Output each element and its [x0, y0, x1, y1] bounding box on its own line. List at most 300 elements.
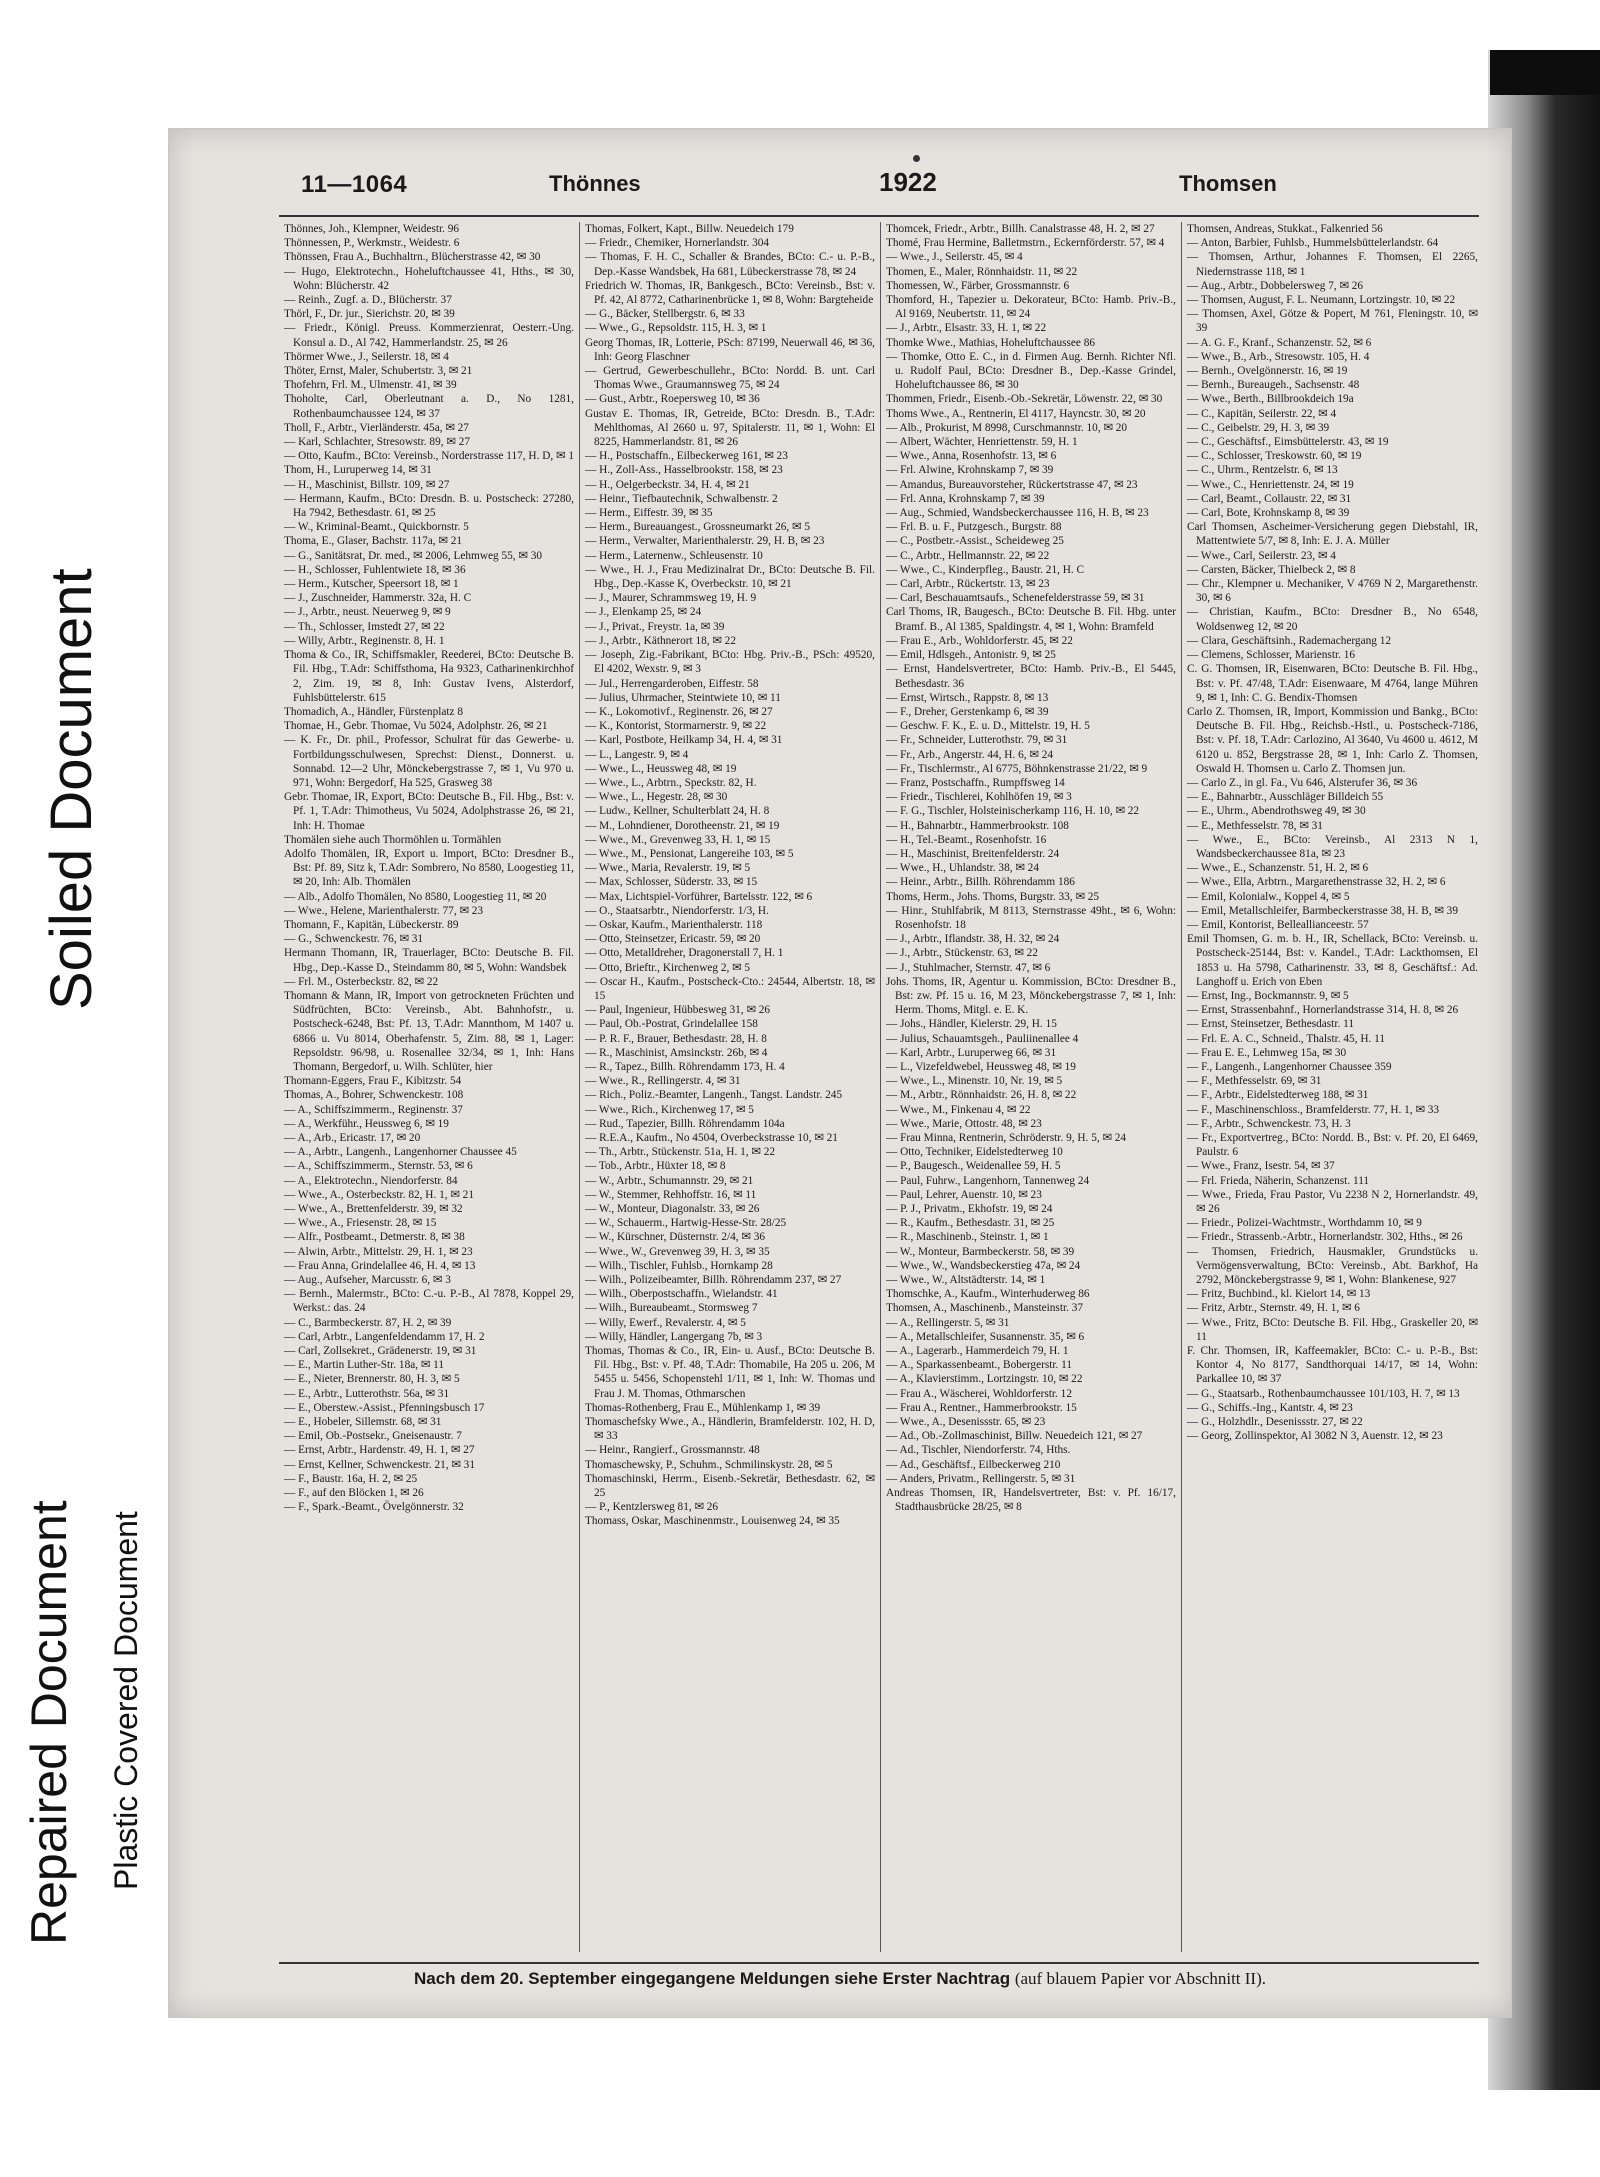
- directory-entry: — Geschw. F. K., E. u. D., Mittelstr. 19, H. 5: [886, 720, 1090, 733]
- header-first-name: Thönnes: [549, 171, 641, 196]
- directory-entry: — Wwe., L., Heussweg 48, ✉ 19: [585, 762, 737, 775]
- directory-entry: — Hermann, Kaufm., BCto: Dresdn. B. u. Postscheck: 27280, Ha 7942, Bethesdastr. 61, ✉ 25: [284, 492, 574, 520]
- directory-entry: — Wwe., L., Hegestr. 28, ✉ 30: [585, 791, 728, 804]
- directory-entry: Thomcek, Friedr., Arbtr., Billh. Canalstrasse 48, H. 2, ✉ 27: [886, 223, 1155, 235]
- directory-entry: — L., Vizefeldwebel, Heussweg 48, ✉ 19: [886, 1060, 1076, 1073]
- directory-entry: — Georg, Zollinspektor, Al 3082 N 3, Auenstr. 12, ✉ 23: [1187, 1430, 1443, 1443]
- page-number: 11—1064: [301, 171, 408, 198]
- directory-entry: — Ernst, Steinsetzer, Bethesdastr. 11: [1187, 1018, 1354, 1031]
- directory-entry: Thomford, H., Tapezier u. Dekorateur, BCto: Hamb. Priv.-B., Al 9169, Neubertstr. 11, ✉ 24: [886, 294, 1176, 321]
- directory-entry: — Bernh., Bureaugeh., Sachsenstr. 48: [1187, 379, 1360, 392]
- directory-entry: — Frl. M., Osterbeckstr. 82, ✉ 22: [284, 975, 439, 988]
- directory-entry: — C., Schlosser, Treskowstr. 60, ✉ 19: [1187, 450, 1362, 463]
- directory-entry: — P. R. F., Brauer, Bethesdastr. 28, H. 8: [585, 1032, 767, 1045]
- directory-entry: Carl Thoms, IR, Baugesch., BCto: Deutsche B. Fil. Hbg. unter Bramf. B., Al 1385, Spaldingstr. 4, ✉ 1, Wohn: Bramfeld: [886, 606, 1176, 633]
- directory-entry: — Wwe., C., Kinderpfleg., Baustr. 21, H. C: [886, 563, 1085, 576]
- entry-columns: [279, 222, 1484, 1952]
- directory-entry: — A., Lagerarb., Hammerdeich 79, H. 1: [886, 1345, 1069, 1358]
- directory-entry: — Friedr., Königl. Preuss. Kommerzienrat, Oesterr.-Ung. Konsul a. D., Al 742, Hammerlandstr. 25, ✉ 26: [284, 322, 574, 349]
- directory-entry: — Joseph, Zig.-Fabrikant, BCto: Hbg. Priv.-B., PSch: 49520, El 4202, Wexstr. 9, ✉ 3: [585, 649, 875, 676]
- directory-entry: — J., Arbtr., Käthnerort 18, ✉ 22: [585, 634, 736, 647]
- directory-entry: Thomsen, A., Maschinenb., Mansteinstr. 37: [886, 1302, 1084, 1315]
- directory-entry: — Wwe., Anna, Rosenhofstr. 13, ✉ 6: [886, 450, 1057, 463]
- directory-entry: — Gust., Arbtr., Roepersweg 10, ✉ 36: [585, 393, 760, 406]
- directory-entry: — A., Arbtr., Langenh., Langenhorner Chaussee 45: [284, 1146, 517, 1159]
- directory-entry: Thoma, E., Glaser, Bachstr. 117a, ✉ 21: [284, 535, 463, 548]
- directory-entry: — C., Uhrm., Rentzelstr. 6, ✉ 13: [1187, 464, 1338, 477]
- directory-entry: — Wwe., Frieda, Frau Pastor, Vu 2238 N 2, Hornerlandstr. 49, ✉ 26: [1187, 1188, 1478, 1216]
- directory-entry: — A., Arb., Ericastr. 17, ✉ 20: [284, 1132, 421, 1144]
- directory-entry: — H., Maschinist, Breitenfelderstr. 24: [886, 847, 1060, 860]
- directory-entry: — J., Arbtr., Stückenstr. 63, ✉ 22: [886, 947, 1038, 960]
- directory-entry: — F. G., Tischler, Holsteinischerkamp 116, H. 10, ✉ 22: [886, 805, 1140, 818]
- directory-entry: — Franz, Postschaffn., Rumpffsweg 14: [886, 776, 1065, 789]
- directory-entry: — F., Baustr. 16a, H. 2, ✉ 25: [284, 1472, 418, 1485]
- directory-entry: — J., Privat., Freystr. 1a, ✉ 39: [585, 620, 725, 633]
- directory-entry: — Frau E., Arb., Wohldorferstr. 45, ✉ 22: [886, 634, 1073, 647]
- directory-entry: Thönnessen, P., Werkmstr., Weidestr. 6: [284, 237, 460, 250]
- directory-entry: — E., Oberstew.-Assist., Pfenningsbusch 17: [284, 1401, 485, 1414]
- directory-entry: — Wwe., Carl, Seilerstr. 23, ✉ 4: [1187, 549, 1336, 562]
- directory-entry: — J., Arbtr., neust. Neuerweg 9, ✉ 9: [284, 606, 451, 619]
- directory-entry: — K., Lokomotivf., Reginenstr. 26, ✉ 27: [585, 705, 773, 718]
- directory-entry: Thönssen, Frau A., Buchhaltrn., Blücherstrasse 42, ✉ 30: [284, 251, 541, 264]
- directory-entry: Hermann Thomann, IR, Trauerlager, BCto: Deutsche B. Fil. Hbg., Dep.-Kasse D., Steindamm 80, ✉ 5, Wohn: Wandsbek: [284, 947, 574, 974]
- directory-entry: Thofehrn, Frl. M., Ulmenstr. 41, ✉ 39: [284, 379, 457, 392]
- directory-entry: — Wwe., Helene, Marienthalerstr. 77, ✉ 23: [284, 904, 484, 917]
- directory-entry: — Paul, Lehrer, Auenstr. 10, ✉ 23: [886, 1188, 1042, 1201]
- page-footer: [169, 1969, 1511, 1989]
- directory-entry: — Carl, Arbtr., Rückertstr. 13, ✉ 23: [886, 578, 1050, 591]
- directory-entry: — W., Arbtr., Schumannstr. 29, ✉ 21: [585, 1174, 754, 1187]
- directory-entry: Georg Thomas, IR, Lotterie, PSch: 87199, Neuerwall 46, ✉ 36, Inh: Georg Flaschner: [585, 336, 875, 363]
- directory-entry: — Jul., Herrengarderoben, Eiffestr. 58: [585, 677, 759, 690]
- directory-entry: — W., Monteur, Diagonalstr. 33, ✉ 26: [585, 1203, 760, 1216]
- directory-entry: — Wilh., Bureaubeamt., Stormsweg 7: [585, 1302, 758, 1315]
- directory-entry: — Wwe., W., Wandsbeckerstieg 47a, ✉ 24: [886, 1259, 1081, 1272]
- directory-entry: — Fr., Tischlermstr., Al 6775, Böhnkenstrasse 21/22, ✉ 9: [886, 762, 1148, 775]
- directory-entry: — Karl, Schlachter, Stresowstr. 89, ✉ 27: [284, 436, 470, 449]
- directory-entry: — R., Maschinenb., Steinstr. 1, ✉ 1: [886, 1231, 1049, 1244]
- directory-entry: — Emil, Kontorist, Belleallianceestr. 57: [1187, 918, 1369, 931]
- directory-entry: — W., Monteur, Barmbeckerstr. 58, ✉ 39: [886, 1245, 1075, 1258]
- directory-entry: — Ludw., Kellner, Schulterblatt 24, H. 8: [585, 805, 770, 818]
- directory-entry: — Wwe., R., Rellingerstr. 4, ✉ 31: [585, 1075, 741, 1088]
- directory-entry: — Herm., Verwalter, Marienthalerstr. 29, H. B, ✉ 23: [585, 535, 825, 548]
- directory-entry: — Ernst, Ing., Bockmannstr. 9, ✉ 5: [1187, 989, 1349, 1002]
- directory-entry: — A., Klavierstimm., Lortzingstr. 10, ✉ 22: [886, 1373, 1083, 1386]
- directory-entry: Thoholte, Carl, Oberleutnant a. D., No 1281, Rothenbaumchaussee 124, ✉ 37: [284, 393, 574, 420]
- directory-entry: — Ad., Ob.-Zollmaschinist, Billw. Neuedeich 121, ✉ 27: [886, 1430, 1143, 1443]
- directory-entry: — Wwe., A., Osterbeckstr. 82, H. 1, ✉ 21: [284, 1188, 474, 1201]
- directory-entry: Thomaschewsky, P., Schuhm., Schmilinskystr. 28, ✉ 5: [585, 1458, 833, 1471]
- directory-entry: — J., Arbtr., Elsastr. 33, H. 1, ✉ 22: [886, 322, 1047, 335]
- directory-entry: Thomaschefsky Wwe., A., Händlerin, Bramfelderstr. 102, H. D, ✉ 33: [585, 1416, 875, 1443]
- directory-entry: — Ad., Tischler, Niendorferstr. 74, Hths.: [886, 1444, 1071, 1457]
- directory-entry: — H., Oelgerbeckstr. 34, H. 4, ✉ 21: [585, 478, 750, 491]
- directory-entry: — Alb., Prokurist, M 8998, Curschmannstr. 10, ✉ 20: [886, 421, 1128, 434]
- directory-entry: — Ernst, Wirtsch., Rappstr. 8, ✉ 13: [886, 691, 1049, 704]
- directory-entry: — Herm., Eiffestr. 39, ✉ 35: [585, 507, 713, 520]
- directory-entry: — Ernst, Handelsvertreter, BCto: Hamb. Priv.-B., El 5445, Bethesdastr. 36: [886, 663, 1176, 690]
- directory-entry: — C., Kapitän, Seilerstr. 22, ✉ 4: [1187, 407, 1337, 420]
- directory-entry: Thomé, Frau Hermine, Balletmstrn., Eckernförderstr. 57, ✉ 4: [886, 237, 1165, 250]
- directory-entry: — Carl, Beschauamtsaufs., Schenefelderstrasse 59, ✉ 31: [886, 592, 1145, 605]
- directory-entry: — Tob., Arbtr., Hüxter 18, ✉ 8: [585, 1160, 726, 1173]
- directory-entry: — Th., Arbtr., Stückenstr. 51a, H. 1, ✉ 22: [585, 1146, 775, 1159]
- directory-entry: — Heinr., Arbtr., Billh. Röhrendamm 186: [886, 876, 1075, 889]
- directory-entry: — Julius, Uhrmacher, Steintwiete 10, ✉ 11: [585, 691, 781, 704]
- directory-entry: — Otto, Steinsetzer, Ericastr. 59, ✉ 20: [585, 933, 761, 946]
- directory-entry: — Wilh., Oberpostschaffn., Wielandstr. 41: [585, 1288, 778, 1301]
- directory-entry: — H., Schlosser, Fuhlentwiete 18, ✉ 36: [284, 563, 466, 576]
- directory-entry: — Thomsen, Friedrich, Hausmakler, Grundstücks u. Vermögensverwaltung, BCto: Vereinsb., Abt. Barkhof, Ha 2792, Mönckebergstrasse 9, ✉ 1, Wohn: Blankenese, 927: [1187, 1245, 1478, 1287]
- directory-entry: — Th., Schlosser, Imstedt 27, ✉ 22: [284, 620, 445, 633]
- directory-entry: — C., Geibelstr. 29, H. 3, ✉ 39: [1187, 421, 1330, 434]
- directory-entry: — Ernst, Arbtr., Hardenstr. 49, H. 1, ✉ 27: [284, 1444, 475, 1457]
- directory-entry: — G., Staatsarb., Rothenbaumchaussee 101/103, H. 7, ✉ 13: [1187, 1387, 1460, 1400]
- directory-entry: — Frau A., Wäscherei, Wohldorferstr. 12: [886, 1387, 1072, 1400]
- directory-entry: — H., Maschinist, Billstr. 109, ✉ 27: [284, 478, 450, 491]
- directory-entry: — C., Barmbeckerstr. 87, H. 2, ✉ 39: [284, 1316, 452, 1329]
- directory-entry: — G., Schiffs.-Ing., Kantstr. 4, ✉ 23: [1187, 1401, 1353, 1414]
- directory-entry: — Frl. Anna, Krohnskamp 7, ✉ 39: [886, 492, 1045, 505]
- directory-entry: — Aug., Arbtr., Dobbelersweg 7, ✉ 26: [1187, 279, 1364, 292]
- directory-entry: — L., Langestr. 9, ✉ 4: [585, 748, 689, 761]
- directory-entry: — Wilh., Polizeibeamter, Billh. Röhrendamm 237, ✉ 27: [585, 1274, 842, 1287]
- directory-entry: — Wwe., Maria, Revalerstr. 19, ✉ 5: [585, 862, 751, 875]
- directory-entry: Thoms, Herm., Johs. Thoms, Burgstr. 33, ✉ 25: [886, 890, 1100, 903]
- directory-page: [168, 128, 1512, 2018]
- directory-entry: — F., auf den Blöcken 1, ✉ 26: [284, 1487, 424, 1500]
- directory-entry: Tholl, F., Arbtr., Vierländerstr. 45a, ✉ 27: [284, 421, 469, 434]
- directory-entry: Gebr. Thomae, IR, Export, BCto: Deutsche B., Fil. Hbg., Bst: v. Pf. 1, T.Adr: Thimotheus, Vu 5024, Adolphstrasse 26, ✉ 21, Inh: H. Thomae: [284, 791, 574, 832]
- side-label-repaired: Repaired Document: [21, 1500, 77, 1945]
- directory-entry: — Heinr., Tiefbautechnik, Schwalbenstr. 2: [585, 492, 778, 505]
- directory-entry: — Wwe., Franz, Isestr. 54, ✉ 37: [1187, 1160, 1335, 1173]
- directory-entry: — Wwe., A., Brettenfelderstr. 39, ✉ 32: [284, 1203, 463, 1216]
- directory-entry: — H., Bahnarbtr., Hammerbrookstr. 108: [886, 819, 1069, 832]
- directory-entry: — Emil, Metallschleifer, Barmbeckerstrasse 38, H. B, ✉ 39: [1187, 904, 1458, 917]
- directory-entry: — G., Bäcker, Stellbergstr. 6, ✉ 33: [585, 308, 745, 321]
- directory-entry: — Paul, Fuhrw., Langenhorn, Tannenweg 24: [886, 1174, 1090, 1187]
- directory-entry: — F., Spark.-Beamt., Övelgönnerstr. 32: [284, 1501, 464, 1514]
- directory-entry: Thom, H., Luruperweg 14, ✉ 31: [284, 464, 432, 477]
- directory-entry: — C., Geschäftsf., Eimsbüttelerstr. 43, ✉ 19: [1187, 436, 1389, 449]
- directory-entry: — Reinh., Zugf. a. D., Blücherstr. 37: [284, 294, 452, 307]
- directory-entry: — G., Holzhdlr., Desenissstr. 27, ✉ 22: [1187, 1416, 1363, 1429]
- directory-entry: — Wwe., E., BCto: Vereinsb., Al 2313 N 1, Wandsbeckerchaussee 81a, ✉ 23: [1187, 833, 1478, 860]
- directory-entry: — Thomsen, Arthur, Johannes F. Thomsen, El 2265, Niedernstrasse 118, ✉ 1: [1187, 251, 1478, 278]
- directory-entry: — Carl, Zollsekret., Grädenerstr. 19, ✉ 31: [284, 1345, 477, 1358]
- directory-entry: — Otto, Brieftr., Kirchenweg 2, ✉ 5: [585, 961, 751, 974]
- directory-entry: — Wwe., Marie, Ottostr. 48, ✉ 23: [886, 1117, 1042, 1130]
- directory-entry: — M., Arbtr., Rönnhaidstr. 26, H. 8, ✉ 22: [886, 1089, 1077, 1102]
- directory-entry: — Ad., Geschäftsf., Eilbeckerweg 210: [886, 1458, 1061, 1471]
- directory-entry: — Frau E. E., Lehmweg 15a, ✉ 30: [1187, 1046, 1347, 1059]
- directory-entry: — Ernst, Kellner, Schwenckestr. 21, ✉ 31: [284, 1458, 475, 1471]
- directory-entry: Thomaschinski, Herrm., Eisenb.-Sekretär, Bethesdastr. 62, ✉ 25: [585, 1472, 875, 1500]
- directory-entry: Thoms Wwe., A., Rentnerin, El 4117, Hayncstr. 30, ✉ 20: [886, 407, 1146, 420]
- directory-entry: — Wwe., W., Altstädterstr. 14, ✉ 1: [886, 1274, 1046, 1287]
- directory-entry: — F., Dreher, Gerstenkamp 6, ✉ 39: [886, 705, 1049, 718]
- directory-entry: — Wwe., H., Uhlandstr. 38, ✉ 24: [886, 862, 1039, 875]
- column-1: [279, 222, 580, 1952]
- directory-entry: — Wwe., L., Arbtrn., Speckstr. 82, H.: [585, 776, 757, 789]
- directory-entry: — Fritz, Arbtr., Sternstr. 49, H. 1, ✉ 6: [1187, 1302, 1360, 1315]
- directory-entry: — Frau Minna, Rentnerin, Schröderstr. 9, H. 5, ✉ 24: [886, 1132, 1127, 1144]
- directory-entry: — Carlo Z., in gl. Fa., Vu 646, Alsterufer 36, ✉ 36: [1187, 776, 1418, 789]
- directory-entry: — F., Methfesselstr. 69, ✉ 31: [1187, 1075, 1322, 1088]
- directory-entry: — M., Lohndiener, Dorotheenstr. 21, ✉ 19: [585, 819, 780, 832]
- directory-entry: Carl Thomsen, Ascheimer-Versicherung gegen Diebstahl, IR, Mattentwiete 5/7, ✉ 8, Inh: E. J. A. Müller: [1187, 521, 1478, 548]
- directory-entry: — Wwe., Rich., Kirchenweg 17, ✉ 5: [585, 1103, 754, 1116]
- directory-entry: — Herm., Kutscher, Speersort 18, ✉ 1: [284, 578, 459, 591]
- directory-entry: — Wwe., H. J., Frau Medizinalrat Dr., BCto: Deutsche B. Fil. Hbg., Dep.-Kasse K, Overbeckstr. 10, ✉ 21: [585, 563, 875, 591]
- footer-note: Nach dem 20. September eingegangene Meldungen siehe Erster Nachtrag: [413, 1969, 1011, 1988]
- directory-entry: C. G. Thomsen, IR, Eisenwaren, BCto: Deutsche B. Fil. Hbg., Bst: v. Pf. 47/48, T.Adr: Eisenwaare, M 4764, lange Mühren 9, ✉ 1, Inh: C. G. Bendix-Thomsen: [1187, 663, 1478, 704]
- directory-entry: Thomas-Rothenberg, Frau E., Mühlenkamp 1, ✉ 39: [585, 1401, 821, 1414]
- directory-entry: — A., Rellingerstr. 5, ✉ 31: [886, 1316, 1010, 1329]
- directory-entry: Thomas, A., Bohrer, Schwenckestr. 108: [284, 1089, 464, 1102]
- directory-entry: Thoma & Co., IR, Schiffsmakler, Reederei, BCto: Deutsche B. Fil. Hbg., T.Adr: Schiffsthoma, Ha 9323, Catharinenkirchhof 2, Zim. 19, ✉ 8, Inh: Gustav Ivens, Alsterdorf, Fuhlsbüttelerstr. 615: [284, 649, 574, 704]
- directory-entry: — Wwe., A., Desenissstr. 65, ✉ 23: [886, 1416, 1046, 1429]
- directory-entry: — C., Postbetr.-Assist., Scheideweg 25: [886, 535, 1064, 548]
- directory-entry: — Fritz, Buchbind., kl. Kielort 14, ✉ 13: [1187, 1288, 1371, 1301]
- directory-entry: — Otto, Metalldreher, Dragonerstall 7, H. 1: [585, 947, 784, 960]
- directory-entry: — W., Kürschner, Düsternstr. 2/4, ✉ 36: [585, 1231, 766, 1244]
- directory-entry: — Thomsen, August, F. L. Neumann, Lortzingstr. 10, ✉ 22: [1187, 294, 1456, 307]
- directory-entry: — Emil, Hdlsgeh., Antonistr. 9, ✉ 25: [886, 649, 1056, 662]
- directory-entry: — Aug., Aufseher, Marcusstr. 6, ✉ 3: [284, 1274, 451, 1287]
- directory-entry: — Chr., Klempner u. Mechaniker, V 4769 N 2, Margarethenstr. 30, ✉ 6: [1187, 578, 1478, 605]
- directory-entry: — Oskar, Kaufm., Marienthalerstr. 118: [585, 918, 763, 931]
- directory-entry: Emil Thomsen, G. m. b. H., IR, Schellack, BCto: Vereinsb. u. Postscheck-25144, Bst: v. Kandel., T.Adr: Lackthomsen, El 1853 u. Ha 5798, Catharinenstr. 33, ✉ 8, Geschäftsf.: Ad. Langhoff u. Erich von Eben: [1187, 933, 1478, 988]
- directory-entry: F. Chr. Thomsen, IR, Kaffeemakler, BCto: C.- u. P.-B., Bst: Kontor 4, No 8177, Sandthorquai 14/17, ✉ 14, Wohn: Parkallee 10, ✉ 37: [1187, 1345, 1478, 1386]
- directory-entry: — Wwe., E., Schanzenstr. 51, H. 2, ✉ 6: [1187, 862, 1369, 875]
- directory-entry: — Wwe., Fritz, BCto: Deutsche B. Fil. Hbg., Graskeller 20, ✉ 11: [1187, 1316, 1478, 1343]
- directory-entry: — Heinr., Rangierf., Grossmannstr. 48: [585, 1444, 760, 1457]
- directory-entry: — W., Kriminal-Beamt., Quickbornstr. 5: [284, 521, 469, 534]
- directory-entry: — E., Methfesselstr. 78, ✉ 31: [1187, 819, 1323, 832]
- directory-entry: — Frl. Frieda, Näherin, Schanzenst. 111: [1187, 1174, 1370, 1187]
- directory-entry: — Hinr., Stuhlfabrik, M 8113, Sternstrasse 49ht., ✉ 6, Wohn: Rosenhofstr. 18: [886, 904, 1176, 931]
- directory-entry: — H., Postschaffn., Eilbeckerweg 161, ✉ 23: [585, 450, 788, 463]
- directory-entry: — Bernh., Malermstr., BCto: C.-u. P.-B., Al 7878, Koppel 29, Werkst.: das. 24: [284, 1288, 574, 1315]
- directory-entry: — Friedr., Polizei-Wachtmstr., Worthdamm 10, ✉ 9: [1187, 1217, 1422, 1230]
- directory-entry: — A., Schiffszimmerm., Reginenstr. 37: [284, 1103, 463, 1116]
- directory-entry: — Oscar H., Kaufm., Postscheck-Cto.: 24544, Albertstr. 18, ✉ 15: [585, 975, 875, 1002]
- directory-entry: — R., Kaufm., Bethesdastr. 31, ✉ 25: [886, 1217, 1055, 1230]
- directory-entry: — Thomsen, Axel, Götze & Popert, M 761, Fleningstr. 10, ✉ 39: [1187, 308, 1478, 335]
- directory-entry: — P., Baugesch., Weidenallee 59, H. 5: [886, 1160, 1061, 1173]
- directory-entry: — Friedr., Strassenb.-Arbtr., Hornerlandstr. 302, Hths., ✉ 26: [1187, 1231, 1463, 1244]
- directory-entry: — P., Kentzlersweg 81, ✉ 26: [585, 1501, 719, 1514]
- directory-entry: — G., Sanitätsrat, Dr. med., ✉ 2006, Lehmweg 55, ✉ 30: [284, 549, 543, 562]
- directory-entry: — Wwe., G., Repsoldstr. 115, H. 3, ✉ 1: [585, 322, 767, 335]
- directory-entry: — Paul, Ingenieur, Hübbesweg 31, ✉ 26: [585, 1004, 771, 1017]
- directory-entry: Gustav E. Thomas, IR, Getreide, BCto: Dresdn. B., T.Adr: Mehlthomas, Al 2660 u. 97, Spitalerstr. 11, ✉ 1, Wohn: El 8225, Hammerlandstr. 81, ✉ 26: [585, 407, 875, 449]
- directory-entry: — Karl, Postbote, Heilkamp 34, H. 4, ✉ 31: [585, 734, 783, 747]
- directory-entry: — Carsten, Bäcker, Thielbeck 2, ✉ 8: [1187, 563, 1356, 576]
- directory-entry: — A., Elektrotechn., Niendorferstr. 84: [284, 1174, 458, 1187]
- side-label-soiled: Soiled Document: [39, 568, 104, 1010]
- directory-entry: — J., Stuhlmacher, Sternstr. 47, ✉ 6: [886, 961, 1051, 974]
- directory-entry: — R., Maschinist, Amsinckstr. 26b, ✉ 4: [585, 1046, 768, 1059]
- directory-entry: — Clemens, Schlosser, Marienstr. 16: [1187, 649, 1356, 662]
- directory-entry: — K., Kontorist, Stormarnerstr. 9, ✉ 22: [585, 720, 767, 733]
- directory-entry: — Ernst, Strassenbahnf., Hornerlandstrasse 314, H. 8, ✉ 26: [1187, 1004, 1459, 1017]
- directory-entry: — Anders, Privatm., Rellingerstr. 5, ✉ 31: [886, 1472, 1076, 1485]
- directory-entry: Friedrich W. Thomas, IR, Bankgesch., BCto: Vereinsb., Bst: v. Pf. 42, Al 8772, Catharinenbrücke 1, ✉ 8, Wohn: Bargteheide: [585, 279, 875, 307]
- directory-entry: Thomadich, A., Händler, Fürstenplatz 8: [284, 705, 464, 718]
- directory-entry: Thomann & Mann, IR, Import von getrockneten Früchten und Südfrüchten, BCto: Vereinsb., Abt. Bahnhofstr., u. Postscheck-6248, Bst: Pf. 13, T.Adr: Mannthom, M 1407 u. 6866 u. Vu 8014, Oberhafenstr. 5, Zim. 88, ✉ 1, Lager: Repsoldstr. 96/98, u. Rosenallee 32/34, ✉ 1, Inh: Hans Thomann, Bergedorf, u. Wilh. Schlüter, hier: [284, 989, 574, 1073]
- directory-entry: — Wwe., M., Finkenau 4, ✉ 22: [886, 1103, 1031, 1116]
- directory-entry: — Wwe., C., Henriettenstr. 24, ✉ 19: [1187, 478, 1354, 491]
- directory-entry: Thomälen siehe auch Thormöhlen u. Tormählen: [284, 833, 502, 846]
- directory-entry: Thomae, H., Gebr. Thomae, Vu 5024, Adolphstr. 26, ✉ 21: [284, 720, 548, 733]
- directory-entry: — Otto, Kaufm., BCto: Vereinsb., Norderstrasse 117, H. D, ✉ 1: [284, 450, 574, 463]
- directory-entry: — H., Tel.-Beamt., Rosenhofstr. 16: [886, 833, 1047, 846]
- directory-entry: — Karl, Arbtr., Luruperweg 66, ✉ 31: [886, 1046, 1057, 1059]
- directory-entry: Thomke Wwe., Mathias, Hoheluftchaussee 86: [886, 336, 1096, 349]
- directory-entry: — A. G. F., Kranf., Schanzenstr. 52, ✉ 6: [1187, 336, 1372, 349]
- directory-entry: Johs. Thoms, IR, Agentur u. Kommission, BCto: Dresdner B., Bst: zw. Pf. 15 u. 16, M 23, Mönckebergstrasse 7, ✉ 1, Inh: Herm. Thoms, Mitgl. e. E. K.: [886, 975, 1176, 1017]
- directory-entry: — E., Arbtr., Lutterothstr. 56a, ✉ 31: [284, 1387, 450, 1400]
- directory-entry: — Fr., Schneider, Lutterothstr. 79, ✉ 31: [886, 734, 1068, 747]
- directory-entry: Thomas, Thomas & Co., IR, Ein- u. Ausf., BCto: Deutsche B. Fil. Hbg., Bst: v. Pf. 48, T.Adr: Thomabile, Ha 205 u. 206, M 5455 u. 5456, Schopenstehl 1/11, ✉ 1, Inh: W. Thomas und Frau J. M. Thomas, Othmarschen: [585, 1345, 875, 1400]
- directory-entry: — A., Sparkassenbeamt., Bobergerstr. 11: [886, 1359, 1073, 1372]
- footer-rule: [279, 1962, 1479, 1964]
- scan-edge-corner: [1490, 50, 1600, 95]
- directory-entry: — Carl, Arbtr., Langenfeldendamm 17, H. 2: [284, 1330, 485, 1343]
- header-last-name: Thomsen: [1179, 171, 1277, 196]
- directory-entry: — Alb., Adolfo Thomälen, No 8580, Loogestieg 11, ✉ 20: [284, 890, 547, 903]
- directory-entry: — A., Metallschleifer, Susannenstr. 35, ✉ 6: [886, 1330, 1085, 1343]
- directory-entry: — J., Elenkamp 25, ✉ 24: [585, 606, 702, 619]
- directory-entry: — E., Bahnarbtr., Ausschläger Billdeich 55: [1187, 791, 1384, 804]
- directory-entry: Thomass, Oskar, Maschinenmstr., Louisenweg 24, ✉ 35: [585, 1515, 840, 1528]
- header-rule: [279, 215, 1479, 217]
- directory-entry: — Hugo, Elektrotechn., Hoheluftchaussee 41, Hths., ✉ 30, Wohn: Blücherstr. 42: [284, 265, 574, 292]
- directory-entry: — Alfr., Postbeamt., Detmerstr. 8, ✉ 38: [284, 1231, 465, 1244]
- directory-entry: — A., Schiffszimmerm., Sternstr. 53, ✉ 6: [284, 1160, 473, 1173]
- directory-entry: — W., Schauerm., Hartwig-Hesse-Str. 28/25: [585, 1217, 787, 1230]
- directory-entry: — O., Staatsarbtr., Niendorferstr. 1/3, H.: [585, 904, 769, 917]
- directory-entry: — K. Fr., Dr. phil., Professor, Schulrat für das Gewerbe- u. Fortbildungsschulwesen, Sprechst: Dienst., Donnerst. u. Sonnabd. 12—2 Uhr, Mönckebergstrasse 7, ✉ 1, Vu 970 u. 971, Wohn: Bergedorf, Ha 525, Grasweg 38: [284, 734, 574, 789]
- directory-entry: — F., Maschinenschloss., Bramfelderstr. 77, H. 1, ✉ 33: [1187, 1103, 1440, 1116]
- directory-entry: — Bernh., Ovelgönnerstr. 16, ✉ 19: [1187, 365, 1348, 378]
- directory-entry: — Amandus, Bureauvorsteher, Rückertstrasse 47, ✉ 23: [886, 478, 1138, 491]
- header-year: 1922: [879, 167, 937, 197]
- page-header: [169, 167, 1511, 205]
- directory-entry: — Rich., Poliz.-Beamter, Langenh., Tangst. Landstr. 245: [585, 1089, 843, 1102]
- directory-entry: — Frl. B. u. F., Putzgesch., Burgstr. 88: [886, 521, 1062, 534]
- directory-entry: Carlo Z. Thomsen, IR, Import, Kommission und Bankg., BCto: Deutsche B. Fil. Hbg., Reichsb.-Hstl., u. Postscheck-7186, Bst: v. Pf. 18, T.Adr: Carlozino, Al 3640, Vu 4600 u. 4612, M 6120 u. 852, Bergstrasse 28, ✉ 1, Inh: Carlo Z. Thomsen, Oswald H. Thomsen u. Carlo Z. Thomsen jun.: [1187, 705, 1478, 775]
- directory-entry: — J., Zuschneider, Hammerstr. 32a, H. C: [284, 592, 472, 605]
- directory-entry: — Wwe., A., Friesenstr. 28, ✉ 15: [284, 1217, 437, 1230]
- directory-entry: — Frl. E. A. C., Schneid., Thalstr. 45, H. 11: [1187, 1032, 1386, 1045]
- directory-entry: Thomann, F., Kapitän, Lübeckerstr. 89: [284, 918, 459, 931]
- directory-entry: — Wwe., J., Seilerstr. 45, ✉ 4: [886, 251, 1023, 264]
- directory-entry: — Frl. Alwine, Krohnskamp 7, ✉ 39: [886, 464, 1054, 477]
- column-4: [1182, 222, 1483, 1952]
- column-3: [881, 222, 1182, 1952]
- directory-entry: — F., Langenh., Langenhorner Chaussee 359: [1187, 1060, 1392, 1073]
- directory-entry: — Albert, Wächter, Henriettenstr. 59, H. 1: [886, 436, 1078, 449]
- directory-entry: — Wwe., L., Minenstr. 10, Nr. 19, ✉ 5: [886, 1075, 1063, 1088]
- directory-entry: Thomsen, Andreas, Stukkat., Falkenried 56: [1187, 223, 1383, 235]
- directory-entry: — Friedr., Chemiker, Hornerlandstr. 304: [585, 237, 770, 250]
- column-2: [580, 222, 881, 1952]
- directory-entry: — Aug., Schmied, Wandsbeckerchaussee 116, H. B, ✉ 23: [886, 507, 1149, 520]
- directory-entry: — Wwe., W., Grevenweg 39, H. 3, ✉ 35: [585, 1245, 770, 1258]
- directory-entry: — Anton, Barbier, Fuhlsb., Hummelsbüttelerlandstr. 64: [1187, 237, 1439, 250]
- directory-entry: — A., Werkführ., Heussweg 6, ✉ 19: [284, 1117, 449, 1130]
- directory-entry: — Thomke, Otto E. C., in d. Firmen Aug. Bernh. Richter Nfl. u. Rudolf Paul, BCto: Dresdner B., Dep.-Kasse Grindel, Hoheluftchaussee 86, ✉ 30: [886, 350, 1176, 392]
- directory-entry: — Otto, Techniker, Eidelstedterweg 10: [886, 1146, 1063, 1159]
- directory-entry: — Wwe., Ella, Arbtrn., Margarethenstrasse 32, H. 2, ✉ 6: [1187, 876, 1446, 889]
- directory-entry: — E., Hobeler, Sillemstr. 68, ✉ 31: [284, 1416, 442, 1429]
- directory-entry: Thörl, F., Dr. jur., Sierichstr. 20, ✉ 39: [284, 308, 455, 321]
- directory-entry: — Herm., Laternenw., Schleusenstr. 10: [585, 549, 763, 562]
- directory-entry: Thomessen, W., Färber, Grossmannstr. 6: [886, 279, 1070, 292]
- directory-entry: Thomschke, A., Kaufm., Winterhuderweg 86: [886, 1288, 1090, 1301]
- directory-entry: — Carl, Bote, Krohnskamp 8, ✉ 39: [1187, 507, 1350, 520]
- side-label-plastic-covered: Plastic Covered Document: [108, 1511, 144, 1890]
- footer-note-paren: (auf blauem Papier vor Abschnitt II).: [1014, 1969, 1266, 1988]
- directory-entry: Thönnes, Joh., Klempner, Weidestr. 96: [284, 223, 460, 235]
- directory-entry: — Paul, Ob.-Postrat, Grindelallee 158: [585, 1018, 758, 1031]
- directory-entry: — Max, Schlosser, Süderstr. 33, ✉ 15: [585, 876, 758, 889]
- directory-entry: — Wwe., M., Grevenweg 33, H. 1, ✉ 15: [585, 833, 771, 846]
- directory-entry: Andreas Thomsen, IR, Handelsvertreter, Bst: v. Pf. 16/17, Stadthausbrücke 28/25, ✉ 8: [886, 1487, 1176, 1514]
- directory-entry: — R.E.A., Kaufm., No 4504, Overbeckstrasse 10, ✉ 21: [585, 1132, 838, 1144]
- directory-entry: — P. J., Privatm., Ekhofstr. 19, ✉ 24: [886, 1203, 1053, 1216]
- directory-entry: — C., Arbtr., Hellmannstr. 22, ✉ 22: [886, 549, 1050, 562]
- directory-entry: Thörmer Wwe., J., Seilerstr. 18, ✉ 4: [284, 350, 449, 363]
- punch-mark: [913, 155, 920, 162]
- directory-entry: — Max, Lichtspiel-Vorführer, Bartelsstr. 122, ✉ 6: [585, 890, 813, 903]
- directory-entry: — Willy, Ewerf., Revalerstr. 4, ✉ 5: [585, 1316, 746, 1329]
- directory-entry: Adolfo Thomälen, IR, Export u. Import, BCto: Dresdner B., Bst: Pf. 89, Sitz k, T.Adr: Sombrero, No 8580, Loogestieg 11, ✉ 20, Inh: Alb. Thomälen: [284, 847, 574, 889]
- directory-entry: — Herm., Bureauangest., Grossneumarkt 26, ✉ 5: [585, 521, 810, 534]
- directory-entry: — Gertrud, Gewerbeschullehr., BCto: Nordd. B. unt. Carl Thomas Wwe., Graumannsweg 75, ✉ 24: [585, 365, 875, 392]
- directory-entry: — Friedr., Tischlerei, Kohlhöfen 19, ✉ 3: [886, 791, 1072, 804]
- directory-entry: — H., Zoll-Ass., Hasselbrookstr. 158, ✉ 23: [585, 464, 783, 477]
- directory-entry: — Emil, Ob.-Postsekr., Gneisenaustr. 7: [284, 1430, 462, 1443]
- directory-entry: — Carl, Beamt., Collaustr. 22, ✉ 31: [1187, 492, 1352, 505]
- directory-entry: — E., Nieter, Brennerstr. 80, H. 3, ✉ 5: [284, 1373, 460, 1386]
- directory-entry: — Johs., Händler, Kielerstr. 29, H. 15: [886, 1018, 1057, 1031]
- directory-entry: — E., Martin Luther-Str. 18a, ✉ 11: [284, 1359, 445, 1372]
- directory-entry: — Emil, Kolonialw., Koppel 4, ✉ 5: [1187, 890, 1350, 903]
- directory-entry: — Wwe., M., Pensionat, Langereihe 103, ✉ 5: [585, 847, 794, 860]
- directory-entry: — R., Tapez., Billh. Röhrendamm 173, H. 4: [585, 1060, 785, 1073]
- directory-entry: — Clara, Geschäftsinh., Rademachergang 12: [1187, 634, 1392, 647]
- directory-entry: Thomas, Folkert, Kapt., Billw. Neuedeich 179: [585, 223, 794, 235]
- directory-entry: — J., Maurer, Schrammsweg 19, H. 9: [585, 592, 757, 605]
- directory-entry: Thomann-Eggers, Frau F., Kibitzstr. 54: [284, 1075, 462, 1088]
- directory-entry: — Wwe., B., Arb., Stresowstr. 105, H. 4: [1187, 350, 1370, 363]
- directory-entry: — Christian, Kaufm., BCto: Dresdner B., No 6548, Woldsenweg 12, ✉ 20: [1187, 606, 1478, 633]
- directory-entry: — Willy, Händler, Langergang 7b, ✉ 3: [585, 1330, 763, 1343]
- directory-entry: — Wwe., Berth., Billbrookdeich 19a: [1187, 393, 1354, 406]
- directory-entry: — Julius, Schauamtsgeh., Pauliinenallee 4: [886, 1032, 1079, 1045]
- directory-entry: — Fr., Arb., Angerstr. 44, H. 6, ✉ 24: [886, 748, 1053, 761]
- directory-entry: — Willy, Arbtr., Reginenstr. 8, H. 1: [284, 634, 445, 647]
- directory-entry: — G., Schwenckestr. 76, ✉ 31: [284, 933, 424, 946]
